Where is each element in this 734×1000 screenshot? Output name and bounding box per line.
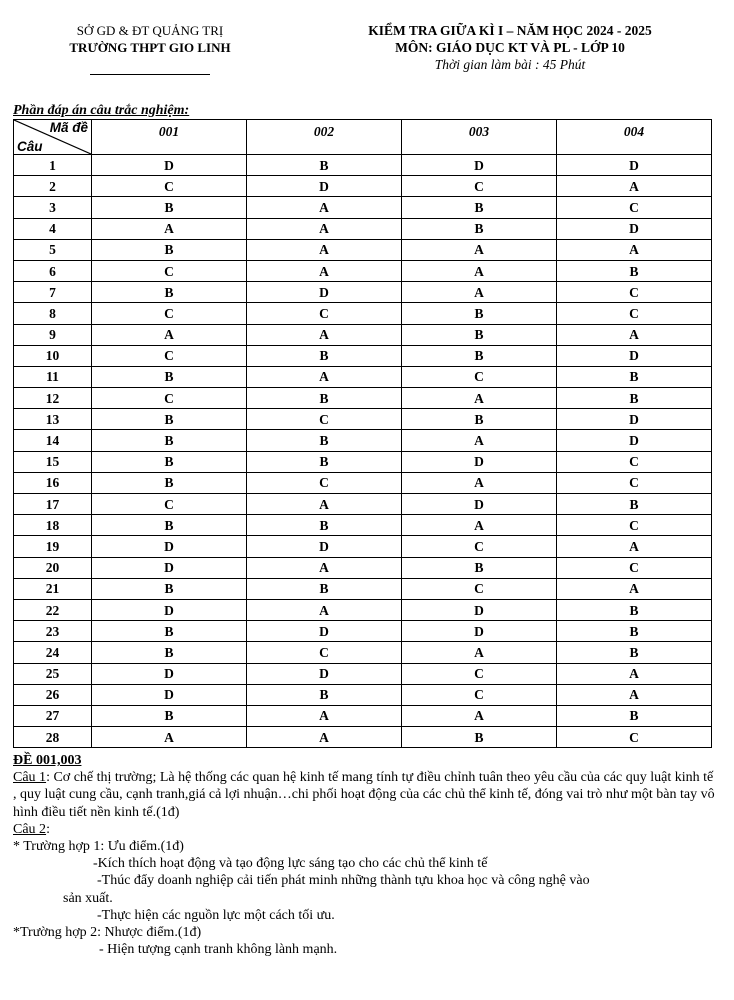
case-2-item: - Hiện tượng cạnh tranh không lành mạnh. <box>99 942 338 958</box>
answer-cell: B <box>247 578 402 599</box>
table-row <box>14 578 712 599</box>
question-number-cell: 17 <box>14 494 92 515</box>
question-1-text: : Cơ chế thị trường; Là hệ thống các quan hệ kinh tế mang tính tự điều chỉnh tuân theo yêu cầu của các quy luật kinh tế , quy luật cung cầu, cạnh tranh,giá cả lợi nhuận…chi phối hoạt động của các chủ thể kinh tế, đóng vai trò như một bàn tay vô hình điều tiết nền kinh tế.(1đ) <box>13 770 715 820</box>
answer-cell: C <box>92 345 247 366</box>
question-number-cell: 22 <box>14 599 92 620</box>
answer-cell: C <box>557 472 712 493</box>
table-row <box>14 282 712 303</box>
answer-cell: D <box>557 155 712 176</box>
answer-cell: B <box>402 218 557 239</box>
question-number-cell: 20 <box>14 557 92 578</box>
answer-cell: C <box>402 684 557 705</box>
case-2-heading: *Trường hợp 2: Nhược điểm.(1đ) <box>13 925 202 941</box>
answer-cell: B <box>557 494 712 515</box>
answer-cell: B <box>557 366 712 387</box>
table-row <box>14 642 712 663</box>
answer-cell: D <box>402 599 557 620</box>
answer-cell: C <box>557 515 712 536</box>
answer-cell: B <box>92 451 247 472</box>
case-1-item: -Thúc đẩy doanh nghiệp cải tiến phát minh những thành tựu khoa học và công nghệ vào <box>97 873 590 889</box>
answer-cell: B <box>247 155 402 176</box>
answer-cell: A <box>92 324 247 345</box>
answer-cell: D <box>402 451 557 472</box>
question-number-cell: 24 <box>14 642 92 663</box>
answer-cell: A <box>247 705 402 726</box>
table-row <box>14 388 712 409</box>
question-number-cell: 13 <box>14 409 92 430</box>
essay-heading: ĐỀ 001,003 <box>13 753 82 768</box>
answer-cell: D <box>92 684 247 705</box>
answer-cell: D <box>247 663 402 684</box>
question-number-cell: 2 <box>14 176 92 197</box>
answer-cell: B <box>92 430 247 451</box>
dept-name: SỞ GD & ĐT QUẢNG TRỊ <box>76 23 224 38</box>
answer-cell: D <box>557 409 712 430</box>
table-row <box>14 536 712 557</box>
question-number-cell: 4 <box>14 218 92 239</box>
answer-cell: C <box>557 451 712 472</box>
answer-cell: D <box>92 536 247 557</box>
code-header: 002 <box>247 120 402 155</box>
answer-cell: A <box>247 727 402 748</box>
subject-line: MÔN: GIÁO DỤC KT VÀ PL - LỚP 10 <box>395 40 625 55</box>
answer-cell: C <box>247 472 402 493</box>
answer-cell: B <box>402 303 557 324</box>
answer-cell: C <box>92 494 247 515</box>
header-right <box>300 22 720 73</box>
answer-cell: A <box>402 282 557 303</box>
question-number-cell: 28 <box>14 727 92 748</box>
answer-cell: D <box>402 621 557 642</box>
question-number-cell: 1 <box>14 155 92 176</box>
answer-cell: A <box>402 642 557 663</box>
table-row <box>14 451 712 472</box>
answer-cell: C <box>92 260 247 281</box>
answer-cell: C <box>402 366 557 387</box>
answer-cell: C <box>557 557 712 578</box>
answer-cell: A <box>557 578 712 599</box>
answer-cell: A <box>402 515 557 536</box>
answer-cell: B <box>247 451 402 472</box>
answer-cell: A <box>247 324 402 345</box>
answer-cell: D <box>557 345 712 366</box>
answer-cell: C <box>557 197 712 218</box>
answer-cell: D <box>92 599 247 620</box>
table-row <box>14 176 712 197</box>
answer-cell: C <box>92 303 247 324</box>
question-number-cell: 7 <box>14 282 92 303</box>
question-number-cell: 15 <box>14 451 92 472</box>
table-row <box>14 599 712 620</box>
code-header: 004 <box>557 120 712 155</box>
answer-cell: A <box>247 218 402 239</box>
answer-cell: B <box>402 557 557 578</box>
answer-table-header <box>14 120 712 155</box>
table-row <box>14 663 712 684</box>
answer-cell: B <box>557 642 712 663</box>
time-limit: Thời gian làm bài : 45 Phút <box>434 57 586 72</box>
table-row <box>14 239 712 260</box>
answer-cell: B <box>557 388 712 409</box>
answer-cell: B <box>402 345 557 366</box>
answer-cell: D <box>247 621 402 642</box>
answer-cell: D <box>92 557 247 578</box>
question-number-cell: 10 <box>14 345 92 366</box>
answer-cell: A <box>402 705 557 726</box>
question-number-cell: 12 <box>14 388 92 409</box>
table-row <box>14 197 712 218</box>
answer-cell: D <box>557 430 712 451</box>
question-number-cell: 11 <box>14 366 92 387</box>
answer-cell: B <box>247 345 402 366</box>
question-number-cell: 9 <box>14 324 92 345</box>
question-1-label: Câu 1 <box>13 770 47 786</box>
header-left <box>40 22 260 75</box>
table-row <box>14 472 712 493</box>
answer-cell: A <box>557 663 712 684</box>
answer-table <box>13 119 712 748</box>
answer-cell: D <box>247 282 402 303</box>
answer-cell: B <box>247 684 402 705</box>
answer-cell: B <box>92 705 247 726</box>
question-2 <box>13 821 719 838</box>
answer-cell: B <box>247 430 402 451</box>
table-row <box>14 430 712 451</box>
question-number-cell: 25 <box>14 663 92 684</box>
question-number-cell: 26 <box>14 684 92 705</box>
answer-cell: C <box>92 388 247 409</box>
answer-cell: A <box>402 472 557 493</box>
answer-cell: A <box>92 727 247 748</box>
answer-section-title: Phần đáp án câu trắc nghiệm: <box>13 103 190 118</box>
answer-cell: A <box>557 176 712 197</box>
answer-cell: D <box>92 155 247 176</box>
answer-cell: A <box>247 557 402 578</box>
answer-cell: B <box>402 409 557 430</box>
answer-cell: A <box>402 239 557 260</box>
case-1-item: -Kích thích hoạt động và tạo động lực sáng tạo cho các chủ thể kinh tế <box>93 856 488 872</box>
answer-cell: B <box>557 705 712 726</box>
answer-cell: A <box>402 388 557 409</box>
table-row <box>14 515 712 536</box>
question-number-cell: 18 <box>14 515 92 536</box>
answer-cell: B <box>92 621 247 642</box>
answer-cell: A <box>402 430 557 451</box>
question-number-cell: 6 <box>14 260 92 281</box>
answer-cell: D <box>247 176 402 197</box>
answer-cell: D <box>402 155 557 176</box>
answer-cell: B <box>92 366 247 387</box>
question-number-cell: 16 <box>14 472 92 493</box>
answer-cell: A <box>92 218 247 239</box>
answer-cell: B <box>92 642 247 663</box>
answer-cell: B <box>557 599 712 620</box>
table-row <box>14 218 712 239</box>
answer-cell: B <box>557 260 712 281</box>
question-number-cell: 8 <box>14 303 92 324</box>
table-row <box>14 260 712 281</box>
answer-cell: B <box>92 282 247 303</box>
school-name: TRƯỜNG THPT GIO LINH <box>69 40 231 55</box>
code-header: 001 <box>92 120 247 155</box>
header-divider <box>90 74 210 75</box>
answer-cell: B <box>92 578 247 599</box>
answer-cell: A <box>247 599 402 620</box>
answer-cell: C <box>247 303 402 324</box>
essay-answers <box>13 752 719 958</box>
answer-cell: C <box>247 409 402 430</box>
answer-cell: A <box>557 239 712 260</box>
answer-cell: B <box>402 727 557 748</box>
table-row <box>14 557 712 578</box>
answer-cell: B <box>92 515 247 536</box>
case-1-item: -Thực hiện các nguồn lực một cách tối ưu. <box>97 907 335 923</box>
table-row <box>14 494 712 515</box>
question-number-cell: 19 <box>14 536 92 557</box>
answer-cell: D <box>557 218 712 239</box>
table-row <box>14 705 712 726</box>
answer-cell: C <box>557 303 712 324</box>
answer-cell: A <box>247 366 402 387</box>
answer-cell: B <box>92 239 247 260</box>
answer-cell: B <box>247 388 402 409</box>
answer-cell: D <box>247 536 402 557</box>
answer-cell: C <box>402 578 557 599</box>
answer-cell: B <box>557 621 712 642</box>
question-number-cell: 23 <box>14 621 92 642</box>
corner-cell <box>14 120 92 155</box>
table-row <box>14 621 712 642</box>
answer-cell: C <box>402 536 557 557</box>
answer-cell: A <box>247 494 402 515</box>
corner-code-label: Mã đề <box>49 120 88 135</box>
answer-cell: A <box>247 260 402 281</box>
table-row <box>14 409 712 430</box>
answer-cell: B <box>92 197 247 218</box>
question-1 <box>13 769 719 821</box>
answer-cell: D <box>92 663 247 684</box>
exam-title: KIỂM TRA GIỮA KÌ I – NĂM HỌC 2024 - 2025 <box>368 23 652 38</box>
question-2-colon: : <box>46 821 50 837</box>
code-header: 003 <box>402 120 557 155</box>
answer-cell: A <box>557 324 712 345</box>
answer-cell: B <box>92 409 247 430</box>
answer-cell: A <box>402 260 557 281</box>
answer-cell: C <box>402 176 557 197</box>
answer-cell: A <box>247 239 402 260</box>
answer-cell: B <box>247 515 402 536</box>
question-number-cell: 3 <box>14 197 92 218</box>
answer-table-body <box>14 155 712 748</box>
answer-cell: C <box>247 642 402 663</box>
answer-cell: A <box>557 684 712 705</box>
answer-cell: C <box>557 282 712 303</box>
table-row <box>14 684 712 705</box>
case-1-heading: * Trường hợp 1: Ưu điểm.(1đ) <box>13 839 184 855</box>
case-1-item-continued: sản xuất. <box>63 890 113 906</box>
table-row <box>14 303 712 324</box>
table-row <box>14 324 712 345</box>
table-row <box>14 345 712 366</box>
answer-cell: C <box>557 727 712 748</box>
answer-cell: C <box>92 176 247 197</box>
answer-cell: B <box>402 324 557 345</box>
answer-cell: C <box>402 663 557 684</box>
question-number-cell: 14 <box>14 430 92 451</box>
corner-question-label: Câu <box>17 139 43 154</box>
answer-cell: B <box>402 197 557 218</box>
question-number-cell: 27 <box>14 705 92 726</box>
table-row <box>14 155 712 176</box>
table-row <box>14 366 712 387</box>
question-number-cell: 21 <box>14 578 92 599</box>
question-2-label: Câu 2 <box>13 821 47 837</box>
answer-cell: A <box>557 536 712 557</box>
question-number-cell: 5 <box>14 239 92 260</box>
table-row <box>14 727 712 748</box>
answer-cell: A <box>247 197 402 218</box>
answer-cell: D <box>402 494 557 515</box>
answer-cell: B <box>92 472 247 493</box>
